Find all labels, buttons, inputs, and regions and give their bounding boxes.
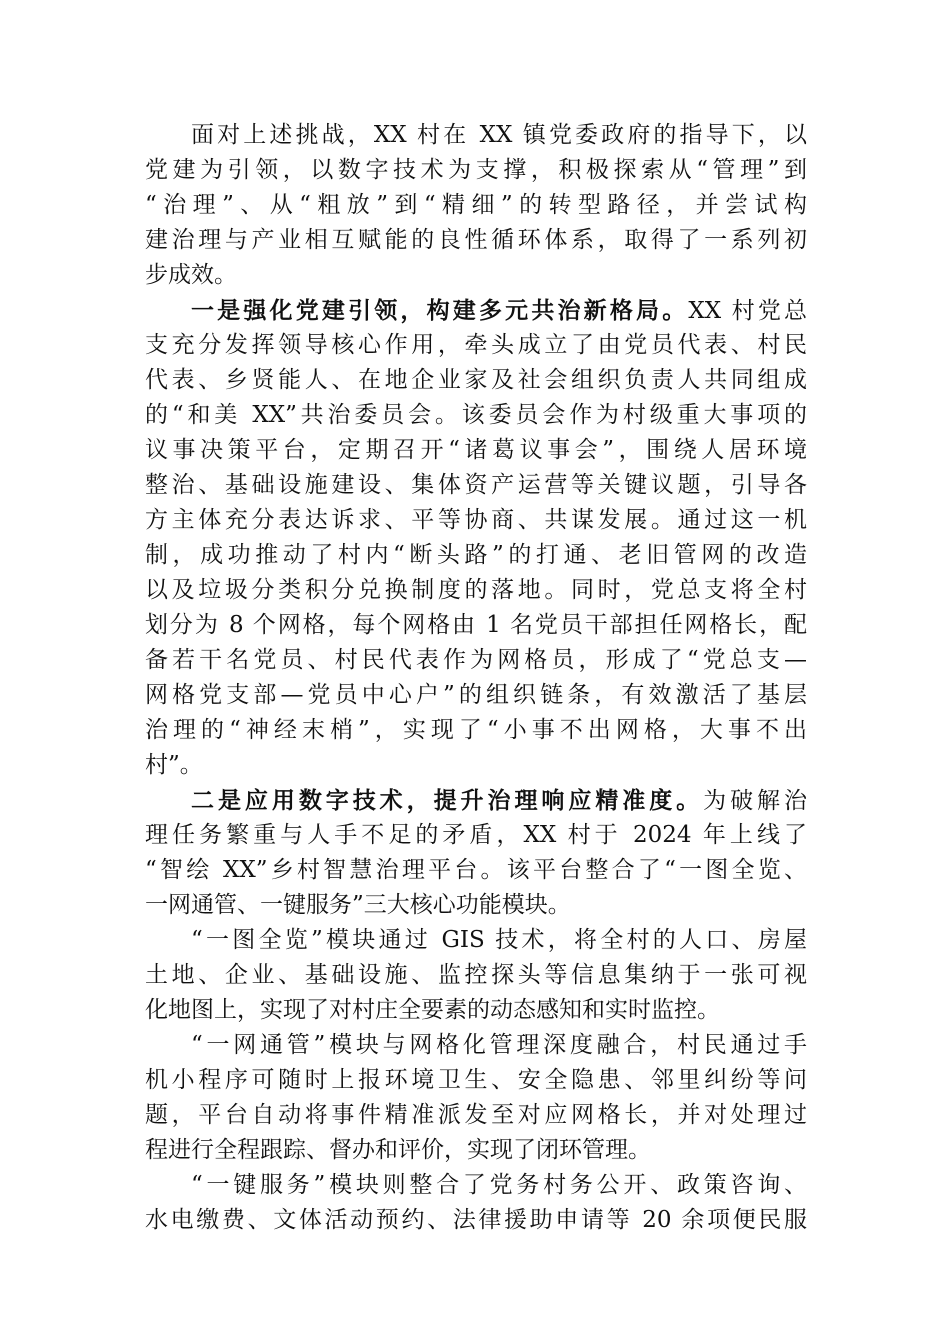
text-line (145, 1028, 807, 1063)
line-text: 为破解治 (703, 788, 808, 814)
line-text: 备若干名党员、村民代表作为网格员，形成了“党总支— (145, 647, 807, 673)
line-text: 机小程序可随时上报环境卫生、安全隐患、邻里纠纷等问 (145, 1067, 807, 1093)
text-line (145, 888, 807, 923)
line-text: 建治理与产业相互赋能的良性循环体系，取得了一系列初 (145, 227, 807, 253)
text-line (145, 468, 807, 503)
paragraph-lead-heading: 二是应用数字技术，提升治理响应精准度。 (191, 787, 704, 814)
text-line (145, 363, 807, 398)
line-text: XX 村党总 (688, 298, 808, 324)
text-line (145, 608, 807, 643)
line-text: 党建为引领，以数字技术为支撑，积极探索从“管理”到 (145, 157, 807, 183)
paragraph (145, 293, 807, 783)
line-text: 程进行全程跟踪、督办和评价，实现了闭环管理。 (145, 1137, 651, 1163)
text-line (145, 1133, 807, 1168)
line-text: 代表、乡贤能人、在地企业家及社会组织负责人共同组成 (145, 367, 807, 393)
text-line (145, 1168, 807, 1203)
paragraph (145, 923, 807, 1028)
text-line (145, 328, 807, 363)
text-line (145, 748, 807, 783)
line-text: 一网通管、一键服务”三大核心功能模块。 (145, 892, 571, 918)
text-line (145, 223, 807, 258)
line-text: 村”。 (145, 752, 203, 778)
text-line (145, 1203, 807, 1238)
line-text: 题，平台自动将事件精准派发至对应网格长，并对处理过 (145, 1102, 807, 1128)
text-line (145, 1063, 807, 1098)
text-line (145, 923, 807, 958)
text-line (145, 713, 807, 748)
line-text: “治理”、从“粗放”到“精细”的转型路径，并尝试构 (145, 192, 807, 218)
line-text: 治理的“神经末梢”，实现了“小事不出网格，大事不出 (145, 717, 807, 743)
line-text: “一图全览”模块通过 GIS 技术，将全村的人口、房屋 (191, 927, 807, 953)
text-line (145, 153, 807, 188)
text-line (145, 853, 807, 888)
line-text: “一键服务”模块则整合了党务村务公开、政策咨询、 (191, 1172, 807, 1198)
line-text: 化地图上，实现了对村庄全要素的动态感知和实时监控。 (145, 997, 720, 1023)
text-line (145, 398, 807, 433)
paragraph (145, 783, 807, 923)
line-text: 面对上述挑战，XX 村在 XX 镇党委政府的指导下，以 (191, 122, 807, 148)
line-text: “一网通管”模块与网格化管理深度融合，村民通过手 (191, 1032, 807, 1058)
text-line (145, 188, 807, 223)
text-line (145, 783, 807, 818)
line-text: 步成效。 (145, 262, 237, 288)
text-line (145, 958, 807, 993)
text-line (145, 993, 807, 1028)
line-text: 议事决策平台，定期召开“诸葛议事会”，围绕人居环境 (145, 437, 807, 463)
line-text: 以及垃圾分类积分兑换制度的落地。同时，党总支将全村 (145, 577, 807, 603)
line-text: 支充分发挥领导核心作用，牵头成立了由党员代表、村民 (145, 332, 807, 358)
line-text: 的“和美 XX”共治委员会。该委员会作为村级重大事项的 (145, 402, 807, 428)
line-text: 整治、基础设施建设、集体资产运营等关键议题，引导各 (145, 472, 807, 498)
text-line (145, 573, 807, 608)
text-line (145, 293, 807, 328)
line-text: 水电缴费、文体活动预约、法律援助申请等 20 余项便民服 (145, 1207, 807, 1233)
line-text: 理任务繁重与人手不足的矛盾，XX 村于 2024 年上线了 (145, 822, 807, 848)
paragraph (145, 1168, 807, 1238)
paragraph (145, 118, 807, 293)
text-line (145, 503, 807, 538)
line-text: 制，成功推动了村内“断头路”的打通、老旧管网的改造 (145, 542, 807, 568)
line-text: 土地、企业、基础设施、监控探头等信息集纳于一张可视 (145, 962, 807, 988)
line-text: “智绘 XX”乡村智慧治理平台。该平台整合了“一图全览、 (145, 857, 807, 883)
document-body (145, 118, 807, 1238)
text-line (145, 433, 807, 468)
line-text: 方主体充分表达诉求、平等协商、共谋发展。通过这一机 (145, 507, 807, 533)
paragraph-lead-heading: 一是强化党建引领，构建多元共治新格局。 (191, 297, 689, 324)
line-text: 划分为 8 个网格，每个网格由 1 名党员干部担任网格长，配 (145, 612, 807, 638)
text-line (145, 1098, 807, 1133)
paragraph (145, 1028, 807, 1168)
text-line (145, 118, 807, 153)
text-line (145, 678, 807, 713)
line-text: 网格党支部—党员中心户”的组织链条，有效激活了基层 (145, 682, 807, 708)
text-line (145, 258, 807, 293)
text-line (145, 818, 807, 853)
text-line (145, 643, 807, 678)
text-line (145, 538, 807, 573)
